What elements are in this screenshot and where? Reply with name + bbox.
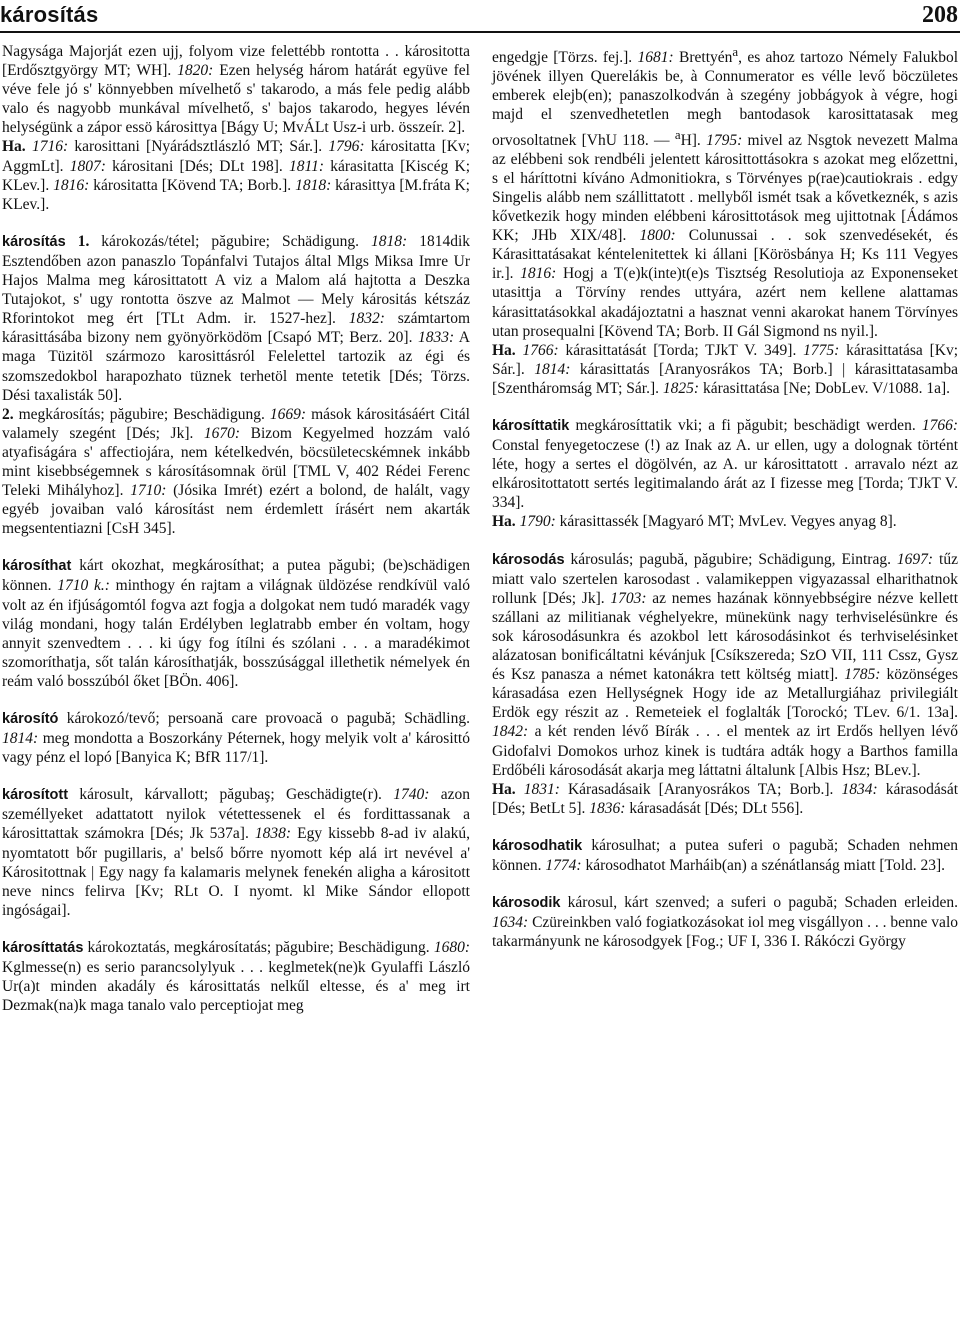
citation-date: 1816: (53, 176, 90, 194)
entry-paragraph: károsíthat kárt okozhat, megkárosíthat; a putea păgubi; (be)schädigen können. 1710 k.: minthogy én rajtam a világnak üldözése rendkívül való volt az én ifjúságomtól fogva azt fogja a dolgokat nem tudó maradék vagy világ mondani, hogy talán Erdélyben leglatrabb ember én voltam, hogy annyit szenvedtem . . . ki úgy fog ítílni és szólani . . . a maradékimot szomoríthatja, sőt talán károsíthatják, bosszúsággal illethetik némelyek én reám való bosszúból őket [BÖn. 406]. (2, 557, 470, 690)
dictionary-entry-karosithat (2, 556, 470, 691)
citation-date: 1818: (371, 232, 408, 250)
entry-paragraph: károsíttatik megkárosíttatik vki; a fi păgubit; beschädigt werden. 1766: Constal fenyegetoczese (!) az Inak az A. ur ellen, ugy a dolognak történt léte, hogy a sertes el dögölvén, az A. ur károsittatott . arravalo nézt az elkárositottatott sertés legitimalando árát az I fizesse meg [Torda; TJkT V. 334]. (492, 417, 958, 512)
citation-date: 1795: (706, 131, 743, 149)
sense-marker: Ha. (492, 780, 516, 798)
entry-paragraph: károsodás károsulás; pagubă, păgubire; Schädigung, Eintrag. 1697: tűz miatt valo szertelen karosodast . valamikeppen vigyazassal elharithatnok rollunk [Dés; Jk]. 1703: az nemes hazának könnyebbségire nézve kellett szállani az militianak véghelyekre, münekünk nagy terhviselésünkre és sok károsodásunkra és azokbol lett károsodásinkot és terhviselésinket alázatosan bonificáltatni kévánjuk [Csíkszereda; SzO VII, 111 Cssz, Gysz és Ksz panasza a német katonákra tett költség miatt]. 1785: közönséges kárasadása ezen Hellységnek Hogy ide az Metallurgiáhaz privilegiált Erdök egy részit az . Remeteiek el foglalták [Torockó; TLev. 6/1. 13a]. 1842: a két renden lévő Bírák . . . el mentek az irt Erdős hellyen lévő Gidofalvi Domokos urhoz kinek is tudtára adták hogy a Barthos familla Erdőbéli károsodását akarja meg láttatni általunk [Albis Hsz; BLev.]. (492, 550, 958, 779)
entry-paragraph: károsodhatik károsulhat; a putea suferi o pagubă; Schaden nehmen können. 1774: károsodhatot Marháib(an) a szénátlanság miatt [Told. 23]. (492, 836, 958, 874)
citation-date: 1836: (589, 799, 626, 817)
citation-date: 1670: (203, 424, 241, 442)
sense-marker: Ha. (492, 341, 516, 359)
entry-headword: károsított (2, 787, 69, 804)
citation-date: 1811: (288, 157, 324, 175)
entry-paragraph: Nagysága Majorját ezen ujj, folyom vize felettébb rontotta . . kárositotta [Erdősztgyörgy MT; WH]. 1820: Ezen helység három határát együve fel véve fele jó s' könnyebben mívelhető s' takarodo, a más fele pedig alább valo és nagyobb munkával mívelhető, s' bajos takarodo, hegyes lévén helységünk a zápor essö károsittya [Bágy U; MvÁLt Usz-i urb. összeír. 2]. (2, 43, 470, 137)
left-column (2, 42, 470, 1033)
citation-date: 1816: (520, 265, 557, 283)
citation-date: 1807: (69, 157, 106, 175)
entry-paragraph: Ha. 1831: Kárasadásaik [Aranyosrákos TA; Borb.]. 1834: kárasodását [Dés; BetLt 5]. 1836: kárasadását [Dés; DLt 556]. (492, 780, 959, 817)
citation-date: 1825: (662, 379, 700, 397)
entry-paragraph: károsított károsult, kárvallott; păgubaş; Geschädigte(r). 1740: azon személlyeket adattatott nyilok vétettessenek el és fordittassanak a károsittattak számokra [Dés; Jk 537a]. 1838: Egy kissebb 8-ad iv alakú, nyomtatott bőr pugillaris, a' belső bőrre nyomott kép alá irt nevével a' Kárositottnak | Egy nagy fa kalamaris melynek fenekén aligha a kárositott neve nincs felirva [Kv; RLt O. I nyomt. kl Mike Sándor ellopott ingóságai]. (2, 786, 470, 919)
dictionary-entry-continuation-right (492, 42, 958, 398)
citation-date: 1814: (2, 730, 39, 748)
citation-date: 1716: (31, 138, 69, 156)
sense-marker: 2. (2, 405, 14, 423)
entry-paragraph: 2. megkárosítás; păgubire; Beschädigung. 1669: mások kárositásáért Citál valamely szegént [Dés; Jk]. 1670: Bizom Kegyelmed hozzám való atyafiságára s' affectiojára, nem kételkedvén, böcsületecskémnek inkább mint kisebbségemnek s károsításomnak örül [TML V, 402 Rédei Ferenc Teleki Mihályhoz]. 1710: (Jósika Imrét) ezért a bolond, de halált, vagy egyéb jovaiban való károsítást nem érdemlett írásért nem akarták megsententiazni [CsH 345]. (2, 405, 470, 538)
entry-headword: károsodhatik (492, 837, 583, 854)
citation-date: 1766: (921, 417, 958, 434)
citation-date: 1697: (896, 550, 934, 568)
entry-paragraph: Ha. 1716: karosittani [Nyárádsztlászló MT; Sár.]. 1796: kárositatta [Kv; AggmLt]. 1807: kárositani [Dés; DLt 198]. 1811: kárasitatta [Kiscég K; KLev.]. 1816: kárositatta [Kövend TA; Borb.]. 1818: kárasittya [M.fráta K; KLev.]. (2, 138, 471, 213)
citation-date: 1820: (177, 62, 214, 80)
citation-date: 1774: (545, 856, 582, 874)
citation-date: 1842: (492, 723, 529, 741)
citation-date: 1838: (254, 825, 292, 843)
entry-paragraph: károsítás 1. károkozás/tétel; păgubire; Schädigung. 1818: 1814dik Esztendőben azon panaszlo Topánfalvi Tutajos által Mlgs Miksa Imre Ur Hajos Malma meg károsittatott A viz a Malom alá hajtotta a Deszka Tutajokot, s' ugy rontotta öszve az Malmot — Mely kárositás kétszáz Rforintokot meg ért [TLt Adm. ir. 1527-hez]. 1832: számtartom kárasittásába bizony nem gyönyörködöm [Csapó MT; Berz. 20]. 1833: A maga Tüzitöl szármozo karosittásról Felelettel tartozik az égi és szomszedokbol harapozhato tüznek terhetöl mente tetetik [Dés; Törzs. Dési taxalisták 50]. (2, 232, 471, 404)
citation-date: 1669: (269, 405, 307, 423)
dictionary-entry-karosodhatik (492, 836, 958, 875)
dictionary-entry-continuation (2, 42, 470, 214)
sense-marker: 1. (77, 232, 90, 250)
entry-headword: károsító (2, 711, 59, 727)
dictionary-entry-karositas-1 (2, 232, 470, 539)
running-headword: károsítás (0, 2, 99, 27)
citation-date: 1800: (639, 227, 676, 245)
dictionary-entry-karositott (2, 785, 470, 920)
entry-paragraph: károsíttatás károkoztatás, megkárosítatás; păgubire; Beschädigung. 1680: Kglmesse(n) es serio parancsolylyuk . . . keglmetek(ne)k Gyulaffi László Ur(a)t minden akadály és károsittatás nelkűl eltesse, és a' meg irt Dezmak(na)k maga tanalo valo perceptiojat meg (2, 938, 470, 1015)
entry-headword: károsítás (2, 233, 66, 250)
citation-date: 1680: (433, 938, 470, 956)
entry-paragraph: Ha. 1790: kárasittassék [Magyaró MT; MvLev. Vegyes anyag 8]. (492, 513, 897, 531)
entry-headword: károsíttatik (492, 418, 570, 434)
dictionary-entry-karosittatik (492, 416, 958, 532)
dictionary-entry-karosodik (492, 893, 958, 951)
sense-marker: Ha. (492, 513, 516, 531)
header-rule (0, 31, 960, 33)
entry-headword: károsíttatás (2, 939, 84, 956)
citation-date: 1834: (841, 780, 878, 798)
citation-date: 1766: (522, 341, 559, 359)
entry-paragraph: károsító károkozó/tevő; persoană care provoacă o pagubă; Schädling. 1814: meg mondotta a Boszorkány Péternek, hogy melyik volt a' károsittó vagy pénz el lopó [Banyica K; BfR 117/1]. (2, 710, 470, 767)
page-number: 208 (922, 2, 958, 28)
citation-date: 1814: (534, 360, 571, 378)
citation-date: 1832: (348, 310, 385, 328)
citation-date: 1634: (492, 914, 529, 932)
entry-headword: károsodás (492, 551, 565, 568)
entry-paragraph: károsodik károsul, kárt szenved; a suferi o pagubă; Schaden erleiden. 1634: Czüreinkben való fogiatkozásokat iol meg visgállyon . . . benne valo takarmányunk ne károsodgyek [Fog.; UF I, 336 I. Rákóczi György (492, 894, 958, 951)
entry-headword: károsodik (492, 895, 561, 912)
citation-date: 1740: (393, 786, 430, 804)
citation-date: 1785: (844, 666, 881, 684)
entry-paragraph: engedgje [Törzs. fej.]. 1681: Brettyén$^a$, es ahoz tartozo Némely Falukbol jövének illyen Querelákis be, à Connumerator es vélle levő böczületes emberek elejb(en); panaszolkodván à szegény jobbágyok à végre, hogi majd el szenvedhetetlen megh bantodasok karosittatasak meg orvosoltatnek [VhU 118. — $^a$H]. 1795: mivel az Nsgtok nevezett Malma az elébbeni sok rendbéli jelentett károsittottásokra s azokat meg előzettni, s el háríttotni kíváno Admonitiokra, s Törvényes p(rae)cautiokrais . edgy Singelis alább nem szállittatott . mellyből ismét tsak a kővetkeznék, s azis kővetkezik hogy minden elébbeni károsittotások meg ujittotnak [Ádámos KK; JHb XIX/48]. 1800: Colunussai . . sok szenvedésekét, és Kárasittatásakat kéntelenitettek ki állani [Körösbánya H; Ks 111 Vegyes ir.]. 1816: Hogj a T(e)k(inte)t(e)s Tisztség Resolutioja az Exponenseket utasittja a Törvíny rendes uttyára, azért nem kellene alattamas kárasittatásokkal akadájoztatni a hasznat venni akarokat hanem Törvínyes utan prosequalni [Kövend TA; Borb. II Gál Sigmond ns nyil.]. (492, 44, 958, 340)
sense-marker: Ha. (2, 138, 26, 156)
dictionary-entry-karosito (2, 709, 470, 767)
page-header (0, 0, 960, 34)
citation-date: 1833: (417, 329, 455, 347)
entry-paragraph: Ha. 1766: kárasittatását [Torda; TJkT V. 349]. 1775: kárasittatása [Kv; Sár.]. 1814: kárasittatás [Aranyosrákos TA; Borb.] | kárasittatasamba [Szentháromság MT; Sár.]. 1825: kárasittatása [Ne; DobLev. V/1088. 1a]. (492, 341, 959, 397)
citation-date: 1710 k.: (57, 577, 110, 595)
dictionary-entry-karosodas (492, 550, 958, 818)
citation-date: 1831: (523, 780, 560, 798)
citation-date: 1681: (637, 49, 674, 67)
citation-date: 1818: (295, 176, 332, 194)
citation-date: 1710: (130, 482, 167, 500)
citation-date: 1775: (803, 341, 840, 359)
dictionary-entry-karosittatas (2, 938, 470, 1015)
citation-date: 1796: (328, 138, 365, 156)
entry-headword: károsíthat (2, 558, 72, 575)
citation-date: 1790: (519, 513, 556, 531)
right-column (492, 42, 958, 969)
citation-date: 1703: (610, 589, 647, 607)
